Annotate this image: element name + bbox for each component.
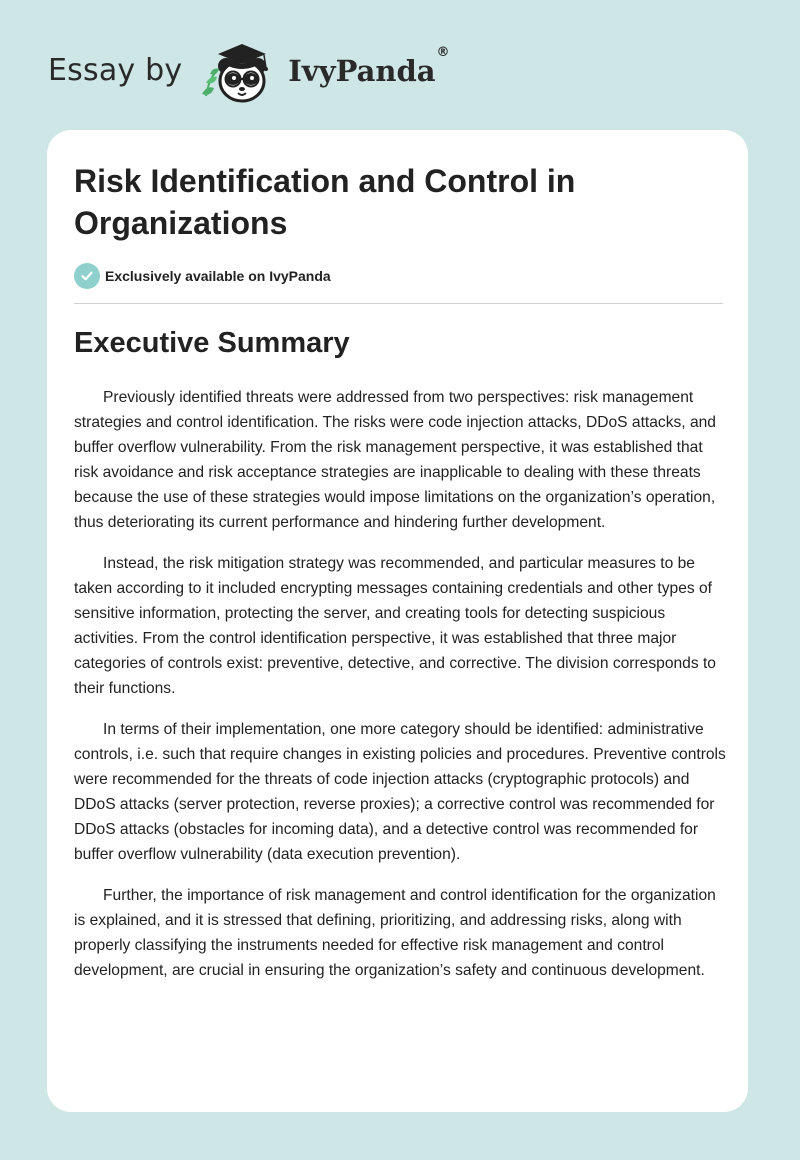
section-heading: Executive Summary [74,327,350,359]
brand-name-text: IvyPanda [288,54,436,88]
panda-logo-icon[interactable] [196,36,284,108]
essay-card [47,130,748,1112]
site-header [48,36,450,108]
paragraph: Instead, the risk mitigation strategy was recommended, and particular measures to be taken according to it included encrypting messages containing credentials and other types of sensitive information, protecting the server, and creating tools for detecting suspicious activities. From the control identification perspective, it was established that three major categories of controls exist: preventive, detective, and corrective. The division corresponds to their functions. [74,555,716,697]
essay-title: Risk Identification and Control in Organizations [74,163,576,241]
essay-by-label: Essay by [48,52,183,88]
exclusive-badge [74,263,331,289]
paragraph: Previously identified threats were addressed from two perspectives: risk management strategies and control identification. The risks were code injection attacks, DDoS attacks, and buffer overflow vulnerability. From the risk management perspective, it was established that risk avoidance and risk acceptance strategies are inapplicable to dealing with these threats because the use of these strategies would impose limitations on the organization’s operation, thus deteriorating its current performance and hindering further development. [74,389,716,531]
check-icon [74,263,100,289]
divider [74,303,723,304]
paragraph: Further, the importance of risk management and control identification for the organization is explained, and it is stressed that defining, prioritizing, and addressing risks, along with properly classifying the instruments needed for effective risk management and control development, are crucial in ensuring the organization’s safety and continuous development. [74,887,716,979]
essay-body [74,385,726,999]
registered-mark: ® [436,45,450,61]
paragraph: In terms of their implementation, one more category should be identified: administrative controls, i.e. such that require changes in existing policies and procedures. Preventive controls were recommended for the threats of code injection attacks (cryptographic protocols) and DDoS attacks (server protection, reverse proxies); a corrective control was recommended for DDoS attacks (obstacles for incoming data), and a detective control was recommended for buffer overflow vulnerability (data execution prevention). [74,721,726,863]
brand-name[interactable] [288,45,450,88]
exclusive-text: Exclusively available on IvyPanda [105,268,331,284]
